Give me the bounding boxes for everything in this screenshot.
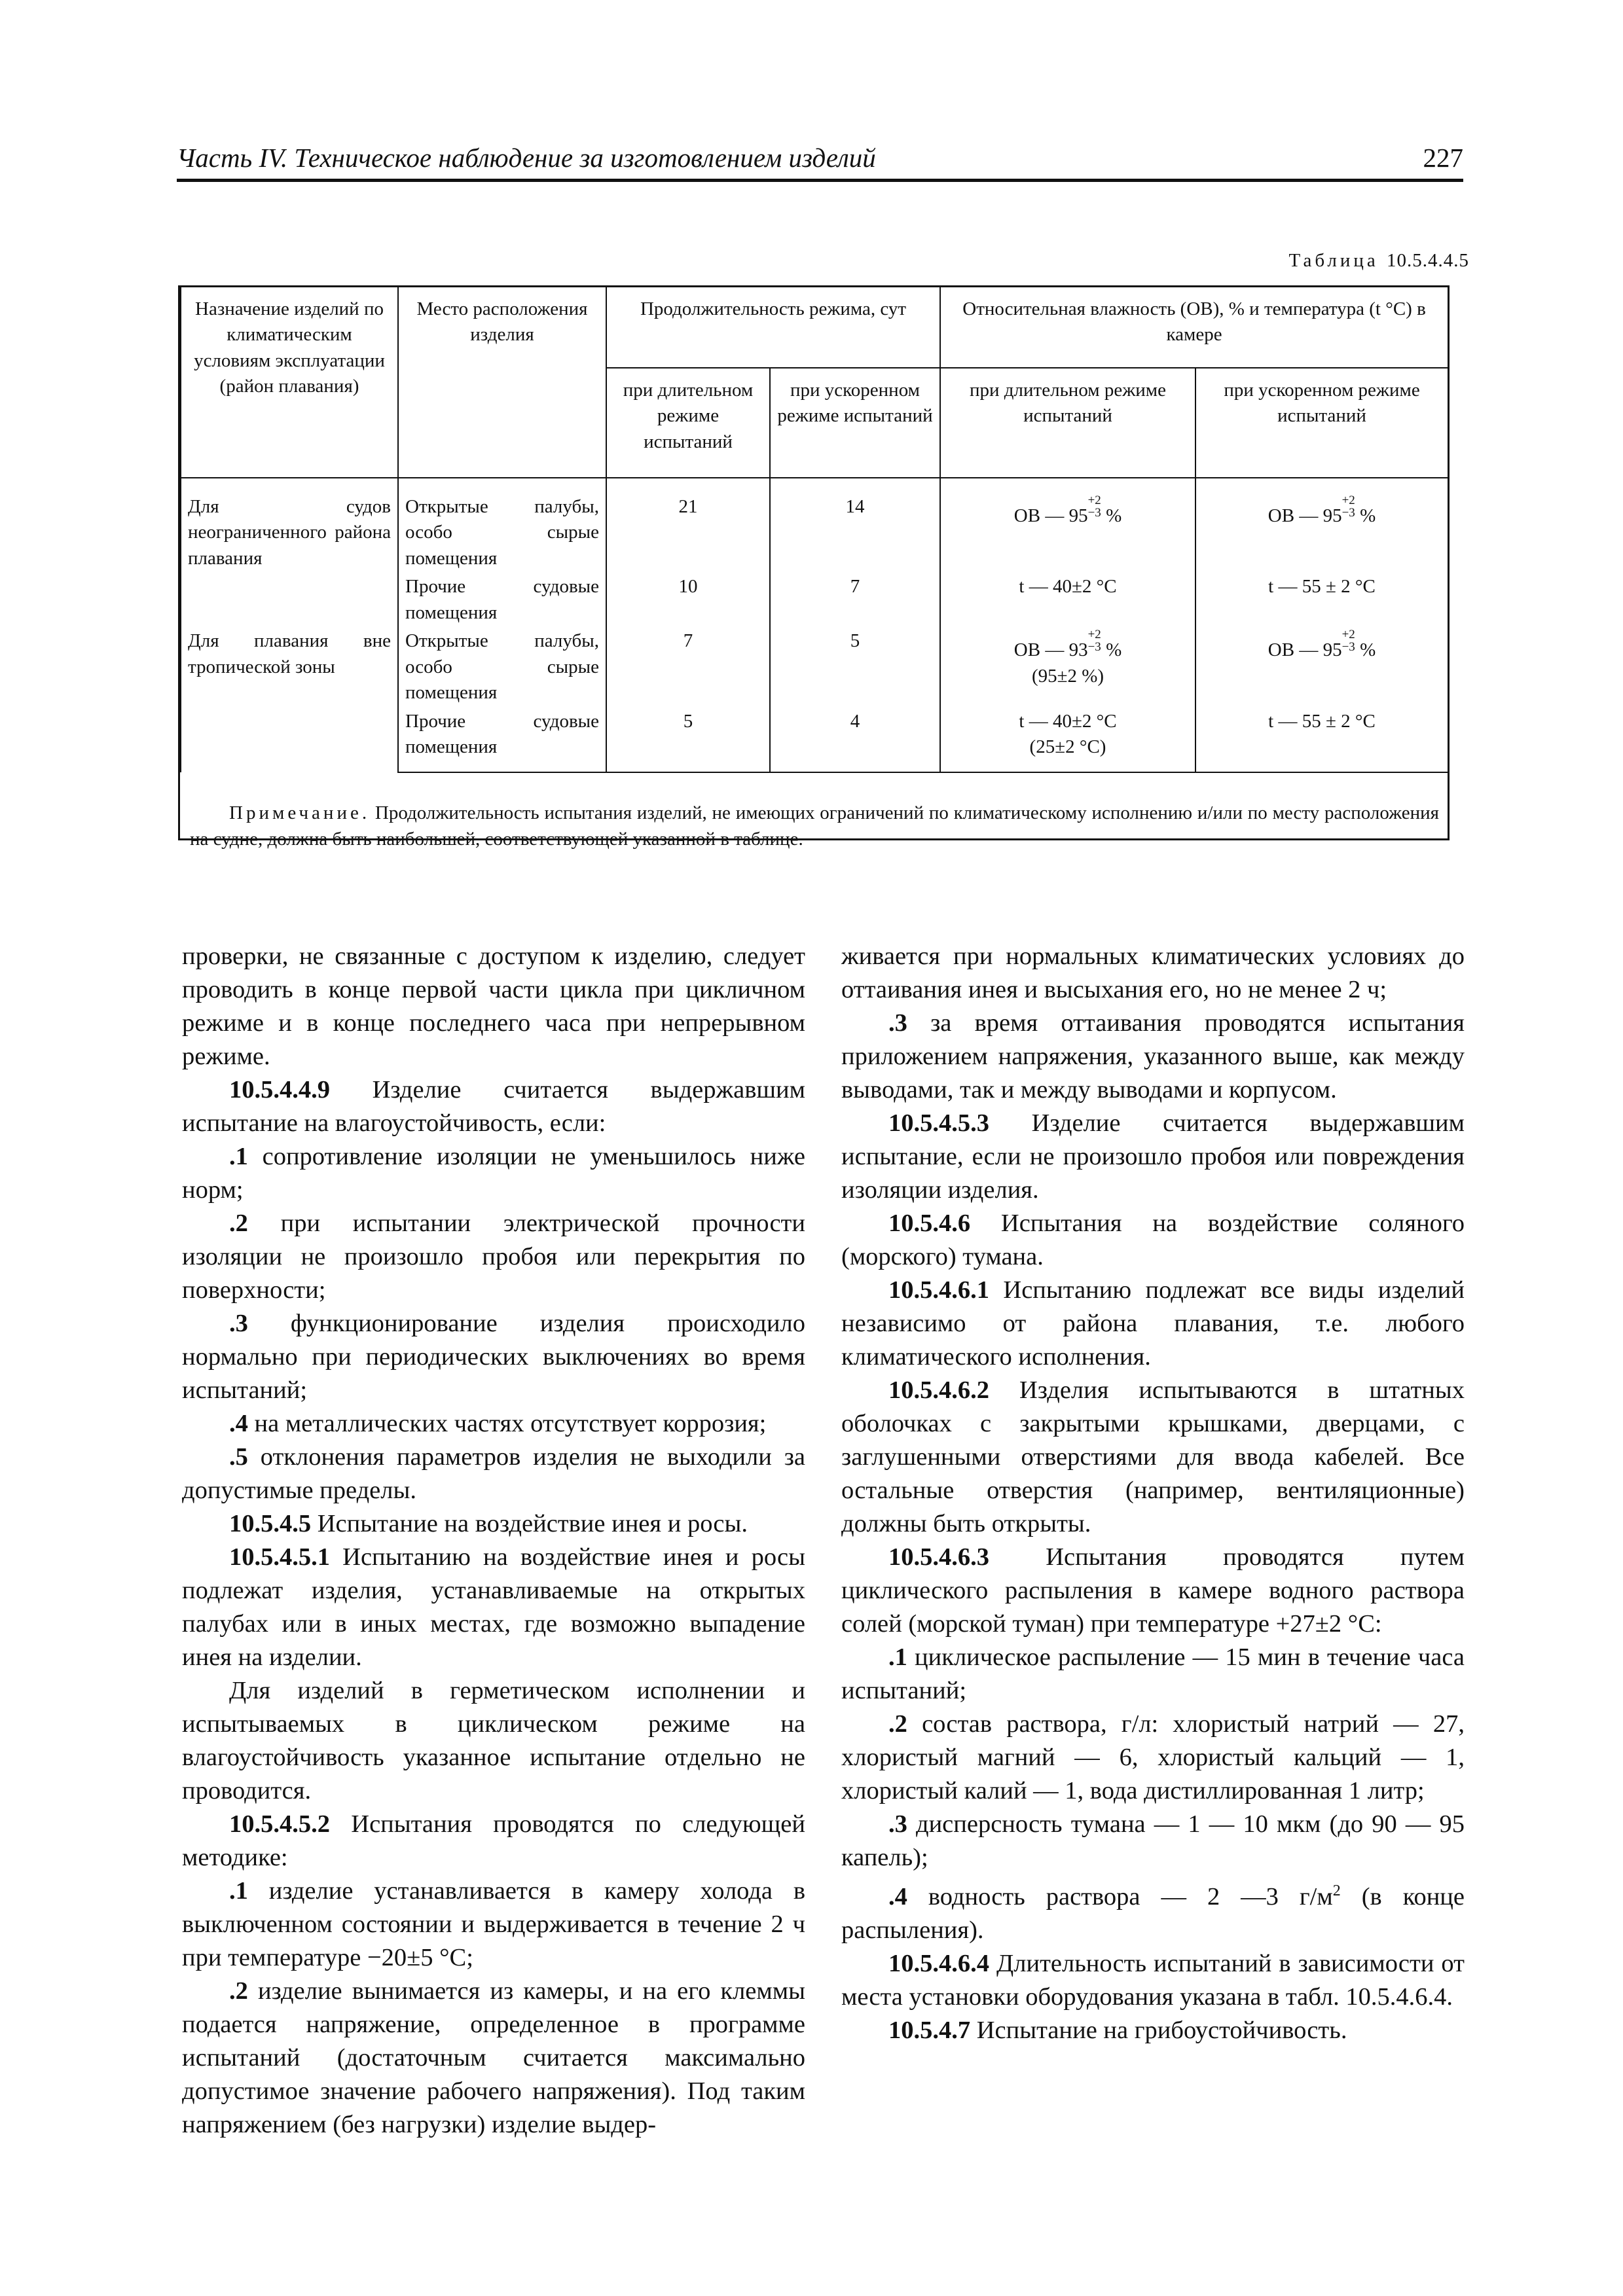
tolerance-minus: −3 xyxy=(1087,640,1101,655)
table-row xyxy=(181,478,1448,573)
unit: % xyxy=(1101,505,1122,526)
item-text: (в конце распыления). xyxy=(841,1882,1465,1944)
paragraph xyxy=(841,1107,1465,1207)
tolerance xyxy=(1342,628,1355,653)
paragraph xyxy=(182,1541,805,1674)
paragraph xyxy=(841,1374,1465,1541)
cell-duration-long: 5 xyxy=(606,708,770,773)
item-text: изделие вынимается из камеры, и на его клеммы подается напряжение, определенное в программе испытаний (достаточным считается максимально допустимое значение рабочего напряжения). Под таким напряжением (без нагрузки) изделие выдер- xyxy=(182,1977,805,2138)
item-text: сопротивление изоляции не уменьшилось ниже норм; xyxy=(182,1143,805,1204)
cell-duration-long: 10 xyxy=(606,573,770,627)
paragraph-text: Изделия испытываются в штатных оболочках с закрытыми крышками, дверцами, с заглушенными отверстиями для ввода кабелей. Все остальные отверстия (например, вентиляционные) должны быть открыты. xyxy=(841,1376,1465,1537)
header-duration: Продолжительность режима, сут xyxy=(606,287,940,368)
list-item xyxy=(841,1007,1465,1107)
item-number: .5 xyxy=(229,1443,248,1471)
item-text: состав раствора, г/л: хлористый натрий — 27, хлористый магний — 6, хлористый кальций — 1, хлористый калий — 1, вода дистиллированная 1 литр; xyxy=(841,1710,1465,1804)
cell-humidity-accel xyxy=(1195,627,1448,707)
cell-duration-long: 7 xyxy=(606,627,770,707)
list-item xyxy=(182,1307,805,1407)
paragraph-text: Длительность испытаний в зависимости от места установки оборудования указана в табл. 10.5.4.6.4. xyxy=(841,1949,1465,2011)
right-text-column xyxy=(841,940,1465,2047)
item-text: циклическое распыление — 15 мин в течение часа испытаний; xyxy=(841,1643,1465,1704)
climate-test-table xyxy=(178,285,1450,850)
clause-number: 10.5.4.5.1 xyxy=(229,1543,330,1571)
header-duration-accel: при ускоренном режиме испытаний xyxy=(770,368,940,478)
paragraph: Для изделий в герметическом исполнении и испытываемых в циклическом режиме на влагоустойчивость указанное испытание отдельно не проводится. xyxy=(182,1677,805,1804)
tolerance-plus: +2 xyxy=(1087,493,1101,507)
item-text: функционирование изделия происходило нормально при периодических выключениях во время испытаний; xyxy=(182,1310,805,1404)
item-number: .3 xyxy=(888,1009,907,1037)
humidity-value: ОВ — 95 xyxy=(1013,505,1088,526)
cell-location: Прочие судовые помещения xyxy=(398,573,606,627)
note-label: Примечание. xyxy=(229,802,371,824)
paragraph-text: Испытания проводятся путем циклического распыления в камере водного раствора солей (морской туман) при температуре +27±2 °С: xyxy=(841,1543,1465,1638)
humidity-value: ОВ — 93 xyxy=(1013,639,1088,661)
page-header xyxy=(177,141,1463,182)
header-duration-long: при длительном режиме испытаний xyxy=(606,368,770,478)
humidity-alt-value: (95±2 %) xyxy=(1031,665,1104,687)
paragraph xyxy=(841,1207,1465,1274)
item-text: на металлических частях отсутствует коррозия; xyxy=(247,1410,767,1437)
cell-purpose: Для плавания вне тропической зоны xyxy=(181,627,398,772)
paragraph-text: Испытание на воздействие инея и росы. xyxy=(311,1510,748,1537)
tolerance-plus: +2 xyxy=(1341,493,1355,507)
header-humidity-long: при длительном режиме испытаний xyxy=(940,368,1195,478)
item-text: дисперсность тумана — 1 — 10 мкм (до 90 — 95 капель); xyxy=(841,1810,1465,1871)
paragraph: проверки, не связанные с доступом к изделию, следует проводить в конце первой части цикла при цикличном режиме и в конце последнего часа при непрерывном режиме. xyxy=(182,942,805,1070)
tolerance xyxy=(1088,494,1101,519)
clause-number: 10.5.4.6 xyxy=(888,1210,971,1237)
item-text: при испытании электрической прочности изоляции не произошло пробоя или перекрытия по поверхности; xyxy=(182,1210,805,1304)
paragraph: живается при нормальных климатических условиях до оттаивания инея и высыхания его, но не менее 2 ч; xyxy=(841,942,1465,1003)
item-number: .3 xyxy=(229,1310,248,1337)
temperature-value: t — 40±2 °С xyxy=(1019,710,1117,732)
list-item xyxy=(182,1207,805,1307)
paragraph xyxy=(182,1073,805,1140)
unit: % xyxy=(1355,639,1376,661)
list-item xyxy=(182,1441,805,1507)
list-item xyxy=(841,1641,1465,1708)
superscript: 2 xyxy=(1332,1882,1341,1899)
tolerance xyxy=(1088,628,1101,653)
cell-location: Открытые палубы, особо сырые помещения xyxy=(398,627,606,707)
item-text: изделие устанавливается в камеру холода в выключенном состоянии и выдерживается в течение 2 ч при температуре −20±5 °С; xyxy=(182,1877,805,1971)
left-text-column xyxy=(182,940,805,2142)
item-number: .2 xyxy=(229,1977,248,2005)
item-number: .2 xyxy=(229,1210,248,1237)
item-number: .1 xyxy=(229,1143,248,1170)
cell-duration-accel: 5 xyxy=(770,627,940,707)
cell-duration-accel: 4 xyxy=(770,708,940,773)
clause-number: 10.5.4.5 xyxy=(229,1510,312,1537)
header-humidity: Относительная влажность (ОВ), % и температура (t °С) в камере xyxy=(940,287,1448,368)
list-item xyxy=(182,1874,805,1975)
clause-number: 10.5.4.6.1 xyxy=(888,1276,989,1304)
header-humidity-accel: при ускоренном режиме испытаний xyxy=(1195,368,1448,478)
item-text: водность раствора — 2 —3 г/м xyxy=(907,1882,1333,1910)
tolerance-minus: −3 xyxy=(1341,506,1355,520)
cell-humidity-long xyxy=(940,708,1195,773)
paragraph xyxy=(841,1274,1465,1374)
item-number: .1 xyxy=(888,1643,907,1671)
list-item xyxy=(841,1708,1465,1808)
item-text: отклонения параметров изделия не выходили за допустимые пределы. xyxy=(182,1443,805,1504)
list-item xyxy=(182,1407,805,1441)
header-purpose: Назначение изделий по климатическим условиям эксплуатации (район плавания) xyxy=(181,287,398,478)
cell-humidity-accel: t — 55 ± 2 °С xyxy=(1195,708,1448,773)
temperature-alt-value: (25±2 °С) xyxy=(1029,736,1106,757)
table-row xyxy=(181,627,1448,707)
list-item xyxy=(841,1808,1465,1874)
humidity-value: ОВ — 95 xyxy=(1267,505,1342,526)
item-number: .4 xyxy=(888,1882,907,1910)
item-number: .1 xyxy=(229,1877,248,1905)
cell-humidity-long xyxy=(940,627,1195,707)
unit: % xyxy=(1101,639,1122,661)
paragraph-text: Испытания на воздействие соляного (морского) тумана. xyxy=(841,1210,1465,1270)
clause-number: 10.5.4.6.2 xyxy=(888,1376,989,1404)
paragraph-text: Испытание на грибоустойчивость. xyxy=(970,2016,1347,2044)
item-number: .4 xyxy=(229,1410,248,1437)
clause-number: 10.5.4.6.4 xyxy=(888,1949,989,1977)
note-text: Продолжительность испытания изделий, не имеющих ограничений по климатическому исполнению и/или по месту расположения на судне, должна быть наибольшей, соответствующей указанной в таблице. xyxy=(190,802,1440,850)
list-item xyxy=(182,1975,805,2142)
unit: % xyxy=(1355,505,1376,526)
paragraph-text: Изделие считается выдержавшим испытание, если не произошло пробоя или повреждения изоляции изделия. xyxy=(841,1109,1465,1204)
item-text: за время оттаивания проводятся испытания приложением напряжения, указанного выше, как между выводами, так и между выводами и корпусом. xyxy=(841,1009,1465,1103)
humidity-value: ОВ — 95 xyxy=(1267,639,1342,661)
paragraph-text: Изделие считается выдержавшим испытание на влагоустойчивость, если: xyxy=(182,1076,805,1137)
tolerance-plus: +2 xyxy=(1087,628,1101,642)
running-title: Часть IV. Техническое наблюдение за изготовлением изделий xyxy=(177,143,876,173)
clause-number: 10.5.4.5.3 xyxy=(888,1109,989,1137)
paragraph xyxy=(182,1808,805,1874)
cell-humidity-accel xyxy=(1195,478,1448,573)
cell-duration-accel: 7 xyxy=(770,573,940,627)
paragraph xyxy=(841,1541,1465,1641)
cell-location: Прочие судовые помещения xyxy=(398,708,606,773)
cell-location: Открытые палубы, особо сырые помещения xyxy=(398,478,606,573)
table-caption-word: Таблица xyxy=(1288,250,1379,271)
paragraph-text: Испытанию на воздействие инея и росы подлежат изделия, устанавливаемые на открытых палубах или в иных местах, где возможно выпадение инея на изделии. xyxy=(182,1543,805,1671)
clause-number: 10.5.4.5.2 xyxy=(229,1810,330,1838)
paragraph xyxy=(841,2014,1465,2047)
header-location: Место расположения изделия xyxy=(398,287,606,478)
paragraph xyxy=(182,1507,805,1541)
list-item xyxy=(841,1874,1465,1947)
clause-number: 10.5.4.7 xyxy=(888,2016,971,2044)
list-item xyxy=(182,1140,805,1207)
clause-number: 10.5.4.6.3 xyxy=(888,1543,989,1571)
clause-number: 10.5.4.4.9 xyxy=(229,1076,330,1103)
paragraph xyxy=(841,1947,1465,2014)
cell-duration-accel: 14 xyxy=(770,478,940,573)
cell-duration-long: 21 xyxy=(606,478,770,573)
cell-humidity-long: t — 40±2 °С xyxy=(940,573,1195,627)
paragraph-text: Испытания проводятся по следующей методике: xyxy=(182,1810,805,1871)
tolerance-plus: +2 xyxy=(1341,628,1355,642)
table-caption-number: 10.5.4.4.5 xyxy=(1387,250,1469,271)
item-number: .2 xyxy=(888,1710,907,1738)
page-number: 227 xyxy=(1423,143,1463,173)
tolerance xyxy=(1342,494,1355,519)
cell-purpose: Для судов неограниченного района плавания xyxy=(181,478,398,627)
table-caption xyxy=(1288,250,1469,272)
paragraph-text: Испытанию подлежат все виды изделий независимо от района плавания, т.е. любого климатического исполнения. xyxy=(841,1276,1465,1371)
cell-humidity-long xyxy=(940,478,1195,573)
cell-humidity-accel: t — 55 ± 2 °С xyxy=(1195,573,1448,627)
tolerance-minus: −3 xyxy=(1341,640,1355,655)
item-number: .3 xyxy=(888,1810,907,1838)
tolerance-minus: −3 xyxy=(1087,506,1101,520)
table-note xyxy=(181,772,1448,872)
